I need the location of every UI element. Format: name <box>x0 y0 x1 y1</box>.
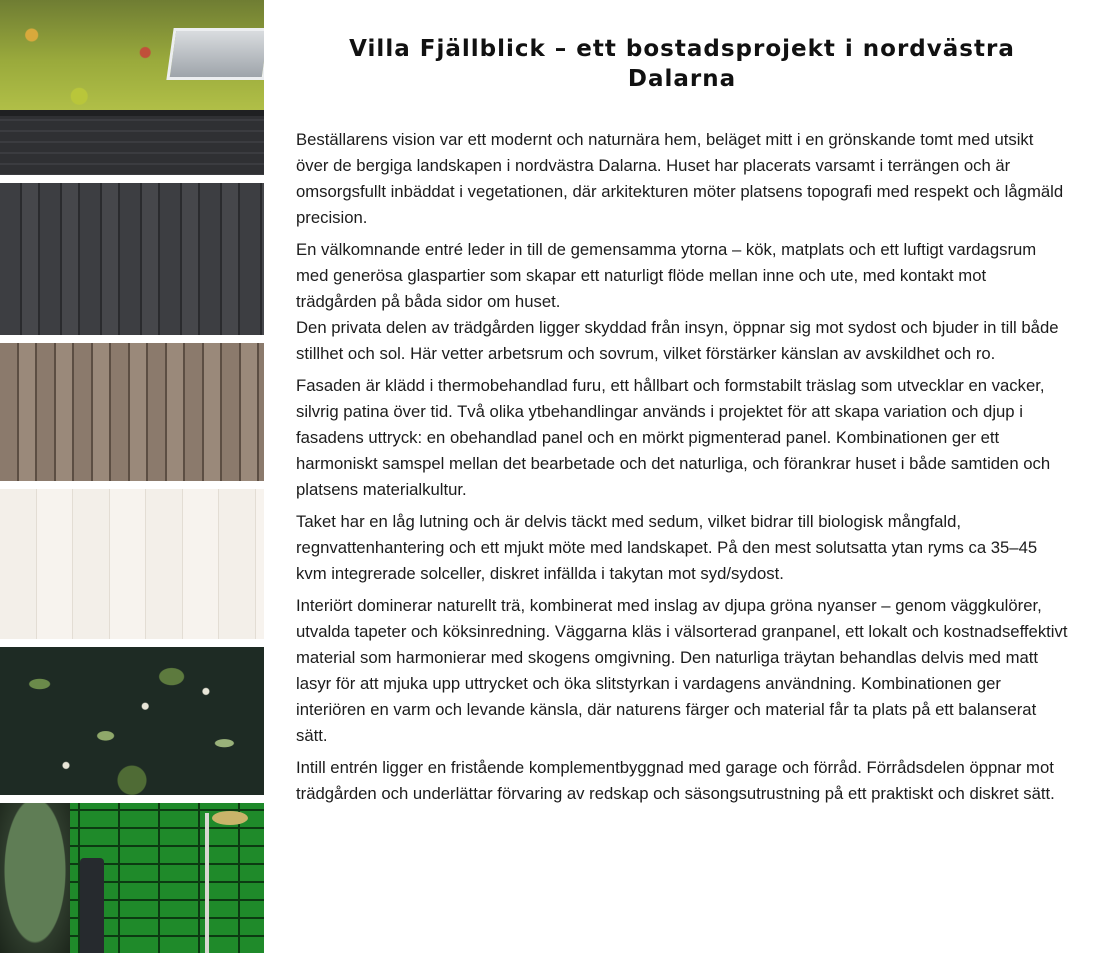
mirror-shape <box>0 803 70 953</box>
brown-wood-panel-photo <box>0 343 264 481</box>
sedum-roof-photo <box>0 0 264 175</box>
towel-shape <box>80 858 104 953</box>
shower-head-shape <box>212 811 248 825</box>
paragraph-private-garden: Den privata delen av trädgården ligger skyddad från insyn, öppnar sig mot sydost och bjuder in till både stillhet och sol. Här vetter arbetsrum och sovrum, vilket förstärker känslan av avskildhet och ro. <box>296 318 1059 363</box>
paragraph-entrance: En välkomnande entré leder in till de gemensamma ytorna – kök, matplats och ett luftigt vardagsrum med generösa glaspartier som skapar ett naturligt flöde mellan inne och ute, med kontakt mot trädgården på båda sidor om huset. <box>296 240 1037 311</box>
page-title: Villa Fjällblick – ett bostadsprojekt i nordvästra Dalarna <box>349 36 1015 92</box>
paragraph-outbuilding: Intill entrén ligger en fristående komplementbyggnad med garage och förråd. Förrådsdelen öppnar mot trädgården och underlättar förvaring av redskap och säsongsutrustning på ett praktiskt och diskret sätt. <box>296 758 1055 803</box>
paragraph-interior: Interiört dominerar naturellt trä, kombinerat med inslag av djupa gröna nyanser – genom väggkulörer, utvalda tapeter och köksinredning. Väggarna kläs i välsorterad granpanel, ett lokalt och kostnadseffektivt material som harmonierar med skogens omgivning. Den naturliga träytan behandlas delvis med matt lasyr för att mjuka upp uttrycket och öka slitstyrkan i vardagens användning. Kombinationen ger interiören en varm och levande känsla, där naturens färger och material får ta plats på ett balanserat sätt. <box>296 596 1068 745</box>
paragraph-facade: Fasaden är klädd i thermobehandlad furu, ett hållbart och formstabilt träslag som utvecklar en vacker, silvrig patina över tid. Två olika ytbehandlingar används i projektet för att skapa variation och djup i fasadens uttryck: en obehandlad panel och en mörkt pigmenterad panel. Kombinationen ger ett harmoniskt samspel mellan det bearbetade och det naturliga, och förankrar huset i både samtiden och platsens materialkultur. <box>296 376 1051 499</box>
paragraph-vision: Beställarens vision var ett modernt och naturnära hem, beläget mitt i en grönskande tomt med utsikt över de bergiga landskapen i nordvästra Dalarna. Huset har placerats varsamt i terrängen och är omsorgsfullt inbäddat i vegetationen, där arkitekturen möter platsens topografi med respekt och lågmäld precision. <box>296 130 1064 227</box>
roof-eave-shape <box>0 110 264 175</box>
white-pine-panel-photo <box>0 489 264 639</box>
description-body <box>296 127 1068 807</box>
project-description <box>296 0 1068 813</box>
paragraph-roof: Taket har en låg lutning och är delvis täckt med sedum, vilket bidrar till biologisk mångfald, regnvattenhantering och ett mjukt möte med landskapet. På den mest solutsatta ytan ryms ca 35–45 kvm integrerade solceller, diskret infällda i takytan mot syd/sydost. <box>296 512 1038 583</box>
dark-wood-panel-photo <box>0 183 264 335</box>
skylight-shape <box>166 28 264 80</box>
green-tile-bathroom-photo <box>0 803 264 953</box>
shower-pipe-shape <box>205 813 209 953</box>
botanical-wallpaper-photo <box>0 647 264 795</box>
material-image-strip <box>0 0 264 963</box>
